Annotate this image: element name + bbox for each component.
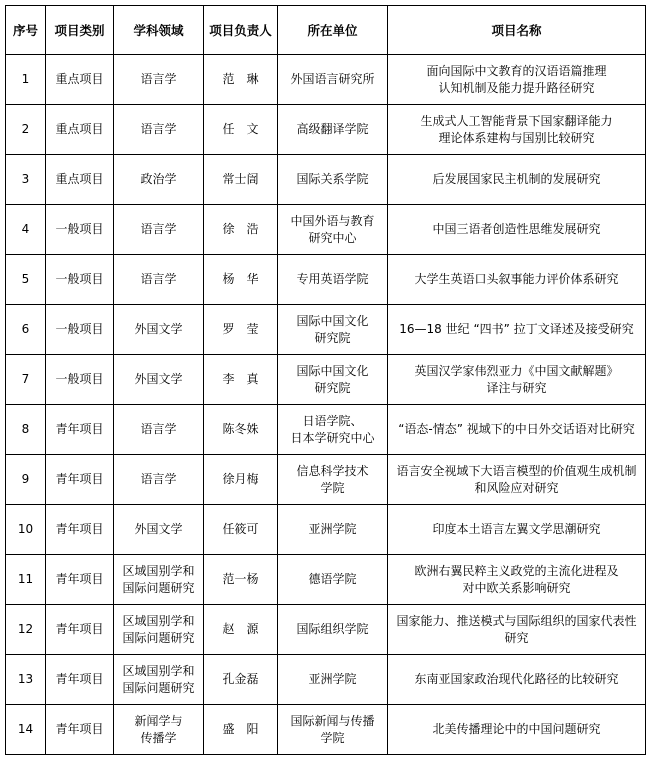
cell-leader-text: 任筱可 <box>222 522 259 536</box>
cell-leader <box>204 155 278 205</box>
table-row <box>6 405 646 455</box>
cell-unit-text: 中国外语与教育 研究中心 <box>290 213 375 245</box>
cell-leader <box>204 405 278 455</box>
cell-category-text: 重点项目 <box>55 172 104 186</box>
cell-index-text: 4 <box>21 222 30 236</box>
cell-discipline-text: 区域国别学和 国际问题研究 <box>122 663 195 695</box>
cell-index-text: 14 <box>17 722 34 736</box>
cell-discipline <box>114 355 204 405</box>
cell-discipline-text: 新闻学与 传播学 <box>134 713 183 745</box>
cell-category <box>46 455 114 505</box>
table-row <box>6 255 646 305</box>
cell-leader-text: 陈冬姝 <box>222 422 259 436</box>
table-header-row <box>6 6 646 55</box>
cell-category <box>46 105 114 155</box>
table-row <box>6 655 646 705</box>
cell-index <box>6 105 46 155</box>
cell-category-text: 重点项目 <box>55 72 104 86</box>
cell-discipline <box>114 105 204 155</box>
cell-leader <box>204 655 278 705</box>
header-unit: 所在单位 <box>278 6 388 55</box>
cell-project-name-text: 生成式人工智能背景下国家翻译能力 理论体系建构与国别比较研究 <box>420 113 613 145</box>
cell-discipline-text: 语言学 <box>140 472 177 486</box>
cell-category <box>46 355 114 405</box>
cell-index <box>6 555 46 605</box>
cell-index <box>6 405 46 455</box>
cell-discipline <box>114 505 204 555</box>
cell-index-text: 3 <box>21 172 30 186</box>
cell-unit-text: 国际中国文化 研究院 <box>296 313 369 345</box>
cell-category-text: 青年项目 <box>55 722 104 736</box>
cell-leader <box>204 555 278 605</box>
cell-category <box>46 505 114 555</box>
cell-unit-text: 高级翻译学院 <box>296 122 369 136</box>
table-body <box>6 55 646 755</box>
cell-index-text: 5 <box>21 272 30 286</box>
cell-discipline <box>114 305 204 355</box>
cell-project-name-text: 大学生英语口头叙事能力评价体系研究 <box>414 272 619 286</box>
table-row <box>6 455 646 505</box>
table-row <box>6 355 646 405</box>
cell-unit <box>278 505 388 555</box>
cell-category <box>46 155 114 205</box>
cell-project-name <box>388 255 646 305</box>
cell-leader-text: 徐 浩 <box>222 222 259 236</box>
cell-index <box>6 205 46 255</box>
cell-discipline-text: 语言学 <box>140 222 177 236</box>
cell-category <box>46 55 114 105</box>
cell-discipline-text: 语言学 <box>140 72 177 86</box>
cell-category-text: 一般项目 <box>55 372 104 386</box>
cell-discipline-text: 区域国别学和 国际问题研究 <box>122 563 195 595</box>
cell-category-text: 青年项目 <box>55 522 104 536</box>
cell-index-text: 12 <box>17 622 34 636</box>
cell-category <box>46 605 114 655</box>
cell-leader <box>204 305 278 355</box>
cell-project-name-text: 国家能力、推送模式与国际组织的国家代表性 研究 <box>396 613 637 645</box>
cell-category <box>46 305 114 355</box>
cell-unit <box>278 255 388 305</box>
cell-unit-text: 专用英语学院 <box>296 272 369 286</box>
cell-unit <box>278 105 388 155</box>
table-row <box>6 155 646 205</box>
cell-project-name <box>388 105 646 155</box>
cell-project-name-text: 面向国际中文教育的汉语语篇推理 认知机制及能力提升路径研究 <box>426 63 607 95</box>
cell-project-name-text: 中国三语者创造性思维发展研究 <box>432 222 601 236</box>
cell-index <box>6 55 46 105</box>
cell-category <box>46 405 114 455</box>
cell-index-text: 13 <box>17 672 34 686</box>
cell-project-name <box>388 405 646 455</box>
table-row <box>6 555 646 605</box>
cell-index-text: 10 <box>17 522 34 536</box>
cell-category <box>46 655 114 705</box>
header-project-name: 项目名称 <box>388 6 646 55</box>
cell-discipline <box>114 405 204 455</box>
cell-category <box>46 205 114 255</box>
cell-discipline <box>114 655 204 705</box>
cell-unit-text: 日语学院、 日本学研究中心 <box>290 413 375 445</box>
cell-unit <box>278 555 388 605</box>
cell-unit <box>278 355 388 405</box>
cell-unit-text: 德语学院 <box>308 572 357 586</box>
cell-index <box>6 155 46 205</box>
cell-leader <box>204 205 278 255</box>
table-row <box>6 605 646 655</box>
cell-unit <box>278 305 388 355</box>
cell-discipline-text: 语言学 <box>140 272 177 286</box>
cell-unit-text: 外国语言研究所 <box>290 72 375 86</box>
cell-unit-text: 国际组织学院 <box>296 622 369 636</box>
cell-discipline-text: 语言学 <box>140 422 177 436</box>
cell-project-name <box>388 505 646 555</box>
cell-project-name <box>388 655 646 705</box>
cell-index <box>6 355 46 405</box>
cell-index <box>6 305 46 355</box>
cell-unit <box>278 155 388 205</box>
header-leader: 项目负责人 <box>204 6 278 55</box>
cell-leader-text: 常士訚 <box>222 172 259 186</box>
cell-project-name <box>388 155 646 205</box>
cell-index-text: 9 <box>21 472 30 486</box>
cell-discipline-text: 政治学 <box>140 172 177 186</box>
cell-index <box>6 705 46 755</box>
cell-discipline <box>114 155 204 205</box>
cell-leader <box>204 105 278 155</box>
cell-category-text: 重点项目 <box>55 122 104 136</box>
cell-index <box>6 605 46 655</box>
cell-discipline-text: 外国文学 <box>134 372 183 386</box>
cell-project-name <box>388 555 646 605</box>
cell-category-text: 一般项目 <box>55 322 104 336</box>
cell-project-name <box>388 205 646 255</box>
cell-discipline-text: 语言学 <box>140 122 177 136</box>
cell-project-name <box>388 355 646 405</box>
cell-index-text: 1 <box>21 72 30 86</box>
cell-leader <box>204 255 278 305</box>
cell-leader-text: 范 琳 <box>222 72 259 86</box>
cell-category-text: 青年项目 <box>55 422 104 436</box>
cell-unit-text: 国际关系学院 <box>296 172 369 186</box>
cell-leader <box>204 705 278 755</box>
cell-project-name <box>388 605 646 655</box>
table-row <box>6 505 646 555</box>
header-category: 项目类别 <box>46 6 114 55</box>
cell-discipline-text: 区域国别学和 国际问题研究 <box>122 613 195 645</box>
cell-project-name-text: “语态-情态” 视域下的中日外交话语对比研究 <box>398 422 635 436</box>
cell-leader-text: 杨 华 <box>222 272 259 286</box>
cell-index-text: 11 <box>17 572 34 586</box>
cell-project-name-text: 后发展国家民主机制的发展研究 <box>432 172 601 186</box>
cell-unit-text: 信息科学技术 学院 <box>296 463 369 495</box>
cell-discipline <box>114 705 204 755</box>
cell-index <box>6 255 46 305</box>
cell-discipline <box>114 555 204 605</box>
cell-category-text: 一般项目 <box>55 222 104 236</box>
cell-unit <box>278 205 388 255</box>
cell-leader <box>204 355 278 405</box>
cell-leader-text: 盛 阳 <box>222 722 259 736</box>
header-index: 序号 <box>6 6 46 55</box>
cell-index <box>6 655 46 705</box>
cell-leader <box>204 55 278 105</box>
project-table <box>5 5 646 755</box>
cell-leader-text: 任 文 <box>222 122 259 136</box>
cell-category-text: 青年项目 <box>55 472 104 486</box>
cell-leader-text: 罗 莹 <box>222 322 259 336</box>
cell-unit-text: 亚洲学院 <box>308 672 357 686</box>
cell-project-name-text: 北美传播理论中的中国问题研究 <box>432 722 601 736</box>
cell-category <box>46 705 114 755</box>
cell-category-text: 一般项目 <box>55 272 104 286</box>
cell-category <box>46 555 114 605</box>
table-row <box>6 205 646 255</box>
cell-index-text: 7 <box>21 372 30 386</box>
cell-discipline <box>114 605 204 655</box>
cell-project-name <box>388 455 646 505</box>
cell-category-text: 青年项目 <box>55 672 104 686</box>
cell-discipline-text: 外国文学 <box>134 522 183 536</box>
cell-discipline <box>114 255 204 305</box>
cell-project-name <box>388 55 646 105</box>
table-row <box>6 705 646 755</box>
cell-unit <box>278 405 388 455</box>
cell-unit-text: 国际中国文化 研究院 <box>296 363 369 395</box>
cell-unit <box>278 55 388 105</box>
cell-leader-text: 范一杨 <box>222 572 259 586</box>
cell-unit <box>278 605 388 655</box>
cell-discipline <box>114 205 204 255</box>
cell-unit <box>278 705 388 755</box>
cell-unit <box>278 455 388 505</box>
cell-leader <box>204 455 278 505</box>
cell-project-name <box>388 705 646 755</box>
cell-category <box>46 255 114 305</box>
table-row <box>6 105 646 155</box>
cell-discipline-text: 外国文学 <box>134 322 183 336</box>
cell-category-text: 青年项目 <box>55 622 104 636</box>
cell-project-name-text: 16—18 世纪 “四书” 拉丁文译述及接受研究 <box>399 322 634 336</box>
cell-leader-text: 赵 源 <box>222 622 259 636</box>
cell-project-name-text: 东南亚国家政治现代化路径的比较研究 <box>414 672 619 686</box>
cell-leader-text: 李 真 <box>222 372 259 386</box>
cell-unit <box>278 655 388 705</box>
cell-discipline <box>114 455 204 505</box>
cell-project-name-text: 语言安全视域下大语言模型的价值观生成机制 和风险应对研究 <box>396 463 637 495</box>
cell-index <box>6 505 46 555</box>
cell-index-text: 2 <box>21 122 30 136</box>
cell-leader-text: 孔金磊 <box>222 672 259 686</box>
cell-index <box>6 455 46 505</box>
cell-project-name-text: 英国汉学家伟烈亚力《中国文献解题》 译注与研究 <box>414 363 619 395</box>
table-row <box>6 305 646 355</box>
header-discipline: 学科领域 <box>114 6 204 55</box>
cell-project-name <box>388 305 646 355</box>
cell-project-name-text: 印度本土语言左翼文学思潮研究 <box>432 522 601 536</box>
cell-unit-text: 亚洲学院 <box>308 522 357 536</box>
cell-category-text: 青年项目 <box>55 572 104 586</box>
cell-leader <box>204 505 278 555</box>
cell-unit-text: 国际新闻与传播 学院 <box>290 713 375 745</box>
cell-leader-text: 徐月梅 <box>222 472 259 486</box>
cell-project-name-text: 欧洲右翼民粹主义政党的主流化进程及 对中欧关系影响研究 <box>414 563 619 595</box>
cell-discipline <box>114 55 204 105</box>
cell-index-text: 8 <box>21 422 30 436</box>
cell-leader <box>204 605 278 655</box>
table-row <box>6 55 646 105</box>
cell-index-text: 6 <box>21 322 30 336</box>
